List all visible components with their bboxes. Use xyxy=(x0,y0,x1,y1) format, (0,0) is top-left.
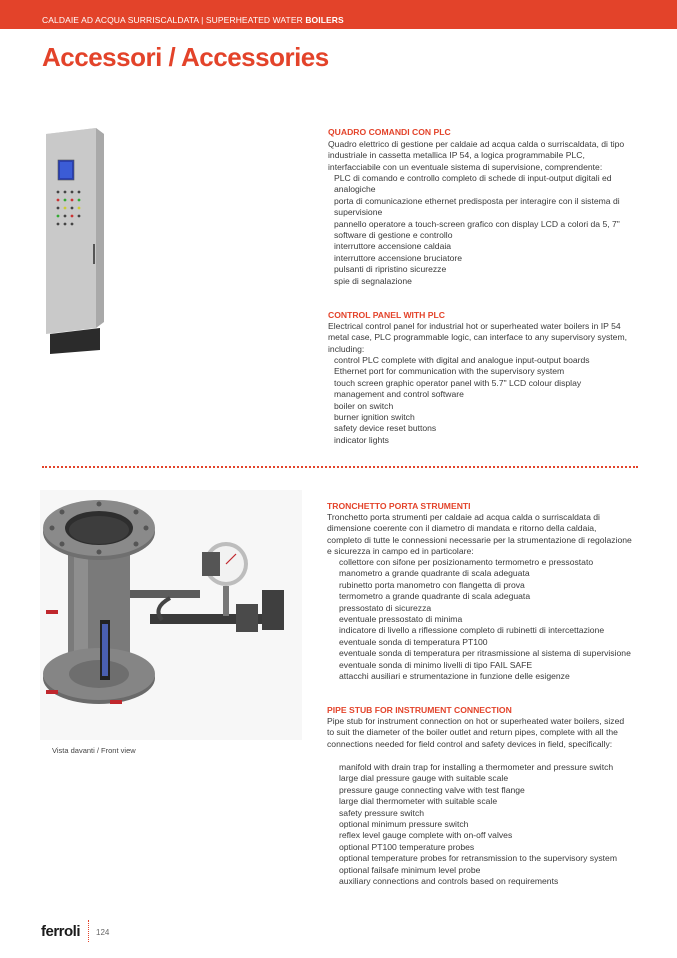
section2-intro-en: Pipe stub for instrument connection on hot or superheated water boilers, sized to suit the diameter of the boiler outlet and return pipes, complete with all the connections needed for field control and safety devices in field, specifically: xyxy=(327,716,625,749)
section2-title-it: TRONCHETTO PORTA STRUMENTI xyxy=(327,501,471,511)
section1-list-it xyxy=(328,173,633,287)
list-item: eventuale sonda di temperatura per ritrasmissione al sistema di supervisione xyxy=(339,648,631,659)
section1-title-en: CONTROL PANEL WITH PLC xyxy=(328,310,445,320)
list-item: optional temperature probes for retransmission to the supervisory system xyxy=(339,853,617,864)
section1-intro-it: Quadro elettrico di gestione per caldaie ad acqua calda o surriscaldata, di tipo industriale in cassetta metallica IP 54, a logica programmabile PLC, interfacciabile con un eventuale sistema di supervisione, comprendente: xyxy=(328,139,625,172)
list-item: optional PT100 temperature probes xyxy=(339,841,475,852)
list-item: boiler on switch xyxy=(334,400,394,411)
section2-intro-it: Tronchetto porta strumenti per caldaie ad acqua calda o surriscaldata di dimensione coerente con il diametro di mandata e ritorno della caldaia, completo di tutte le connessioni necessarie per la strumentazione di regolazione e sicurezza in campo ed in particolare: xyxy=(327,512,632,557)
list-item: software di gestione e controllo xyxy=(334,230,453,241)
section1-list-en xyxy=(328,355,633,446)
section2-list-en xyxy=(327,762,632,887)
section1-title-it: QUADRO COMANDI CON PLC xyxy=(328,127,451,137)
list-item: auxiliary connections and controls based on requirements xyxy=(339,876,559,887)
list-item: eventuale sonda di minimo livelli di tipo FAIL SAFE xyxy=(339,659,533,670)
list-item: pressure gauge connecting valve with test flange xyxy=(339,784,525,795)
list-item: Ethernet port for communication with the supervisory system xyxy=(334,366,565,377)
header-category: CALDAIE AD ACQUA SURRISCALDATA | SUPERHEATED WATER BOILERS xyxy=(42,15,344,25)
list-item: attacchi ausiliari e strumentazione in funzione delle esigenze xyxy=(339,671,570,682)
list-item: interruttore accensione bruciatore xyxy=(334,252,463,263)
list-item: eventuale sonda di temperatura PT100 xyxy=(339,636,488,647)
list-item: large dial pressure gauge with suitable scale xyxy=(339,773,509,784)
list-item: pannello operatore a touch-screen grafico con display LCD a colori da 5, 7" xyxy=(334,218,620,229)
section1-intro-en: Electrical control panel for industrial hot or superheated water boilers in IP 54 metal case, PLC programmable logic, can interface to any supervisory system, including: xyxy=(328,321,627,354)
control-panel-image xyxy=(40,126,112,354)
brand-logo: ferroli xyxy=(41,923,81,940)
list-item: PLC di comando e controllo completo di schede di input-output digitali ed analogiche xyxy=(334,173,612,195)
footer-divider xyxy=(88,920,89,942)
image-caption: Vista davanti / Front view xyxy=(52,746,136,755)
header-bar xyxy=(0,0,677,29)
list-item: burner ignition switch xyxy=(334,412,415,423)
list-item: safety pressure switch xyxy=(339,807,425,818)
list-item: pressostato di sicurezza xyxy=(339,602,432,613)
list-item: large dial thermometer with suitable scale xyxy=(339,796,498,807)
pipe-stub-image xyxy=(40,490,302,740)
list-item: control PLC complete with digital and analogue input-output boards xyxy=(334,355,590,365)
page-title: Accessori / Accessories xyxy=(42,42,329,72)
list-item: safety device reset buttons xyxy=(334,423,437,434)
list-item: porta di comunicazione ethernet predisposta per interagire con il sistema di supervisione xyxy=(334,195,620,218)
list-item: rubinetto porta manometro con flangetta di prova xyxy=(339,579,525,590)
section-divider xyxy=(42,466,638,468)
list-item: manifold with drain trap for installing a thermometer and pressure switch xyxy=(339,762,614,772)
list-item: reflex level gauge complete with on-off valves xyxy=(339,830,513,841)
list-item: spie di segnalazione xyxy=(334,275,412,286)
list-item: collettore con sifone per posizionamento termometro e pressostato xyxy=(339,557,594,567)
list-item: eventuale pressostato di minima xyxy=(339,614,463,625)
list-item: indicatore di livello a riflessione completo di rubinetti di intercettazione xyxy=(339,625,605,636)
list-item: management and control software xyxy=(334,389,464,400)
list-item: optional failsafe minimum level probe xyxy=(339,864,481,875)
list-item: interruttore accensione caldaia xyxy=(334,241,452,252)
list-item: termometro a grande quadrante di scala adeguata xyxy=(339,591,531,602)
list-item: touch screen graphic operator panel with 5.7" LCD colour display xyxy=(334,377,582,388)
list-item: indicator lights xyxy=(334,434,389,445)
section2-list-it xyxy=(327,557,632,682)
list-item: manometro a grande quadrante di scala adeguata xyxy=(339,568,530,579)
list-item: pulsanti di ripristino sicurezze xyxy=(334,264,447,275)
page-number: 124 xyxy=(96,928,110,937)
list-item: optional minimum pressure switch xyxy=(339,819,469,830)
section2-title-en: PIPE STUB FOR INSTRUMENT CONNECTION xyxy=(327,705,512,715)
